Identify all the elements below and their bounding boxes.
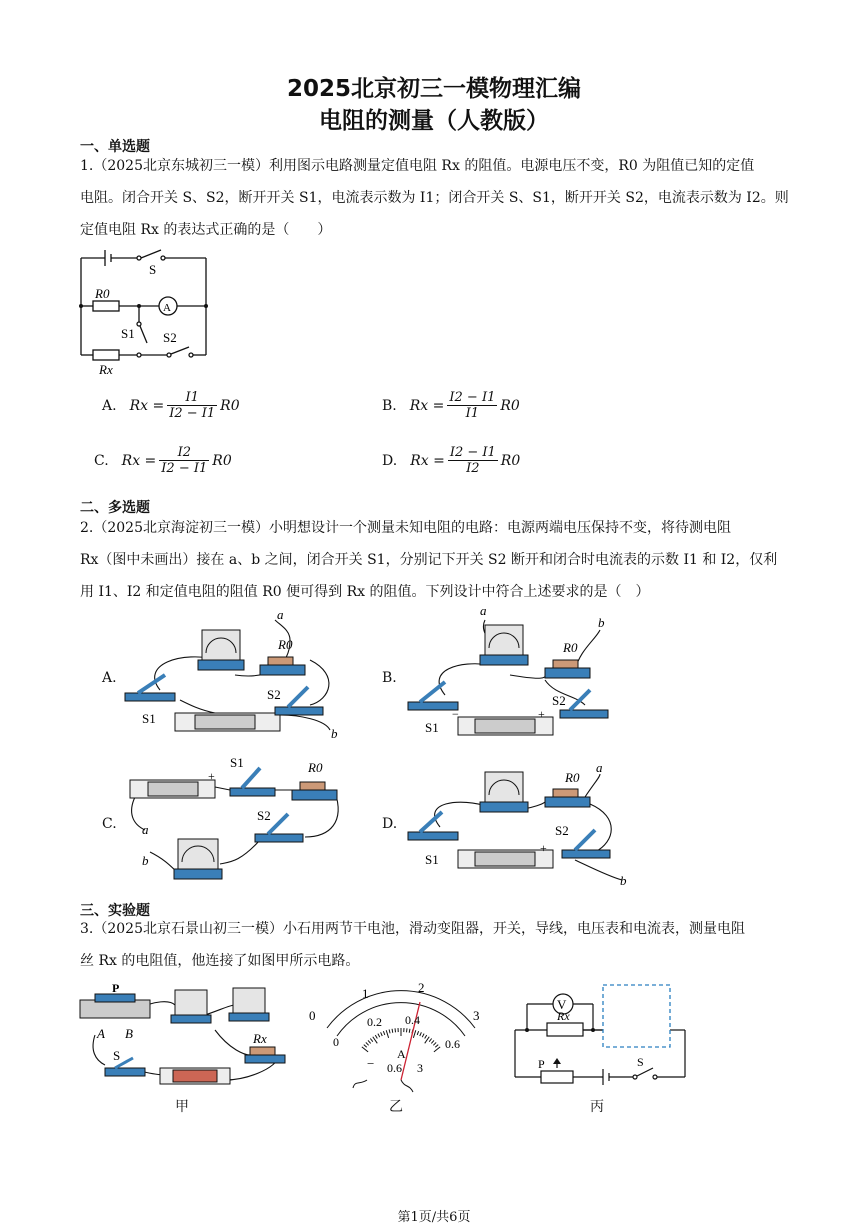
fraction-numerator: I2 − I1 (449, 390, 496, 405)
inner-tick-0: 0 (333, 1035, 339, 1049)
q2b-label-s1: S1 (425, 720, 439, 735)
switch-s1-icon (125, 693, 175, 701)
dial-tick (420, 1032, 422, 1036)
dial-tick (422, 1034, 424, 1038)
q2c-label-b: b (142, 853, 149, 868)
caption-yi: 乙 (389, 1099, 403, 1115)
inner-tick-0-6: 0.6 (445, 1037, 460, 1051)
q2b-label-minus: − (452, 707, 459, 721)
switch-s2-icon (560, 710, 608, 718)
dial-tick (368, 1040, 371, 1043)
fraction-denominator: I2 (466, 461, 480, 476)
dial-tick (417, 1031, 418, 1035)
resistor-rx-icon (245, 1055, 285, 1063)
fraction-denominator: I1 (465, 406, 480, 421)
caption-bing: 丙 (590, 1099, 604, 1115)
switch-s1-icon (408, 832, 458, 840)
option-letter: B. (382, 397, 397, 414)
q2-line-3: 用 I1、I2 和定值电阻的阻值 R0 便可得到 Rx 的阻值。下列设计中符合上述要求的是（ ） (80, 584, 650, 600)
formula-lhs: Rx = (129, 397, 165, 414)
formula-rhs: R0 (220, 397, 240, 414)
fraction (448, 445, 498, 476)
q1-option-a[interactable] (102, 390, 240, 421)
fraction-numerator: I2 (159, 445, 209, 461)
terminal-minus: − (367, 1056, 375, 1071)
dial-tick (381, 1032, 383, 1036)
page-footer: 第1页/共6页 (397, 1210, 471, 1225)
missing-component-box (603, 985, 670, 1047)
resistor-r0-icon (545, 668, 590, 678)
dial-tick (413, 1030, 415, 1038)
q1-option-c[interactable] (94, 445, 232, 476)
q3-label-rx-schematic: Rx (557, 1009, 570, 1023)
switch-s1-icon (230, 788, 275, 796)
q3-figure-bing-schematic (505, 980, 690, 1090)
q2a-label-b: b (331, 726, 338, 741)
fraction-denominator: I2 − I1 (169, 406, 216, 421)
q2-line-2: Rx（图中未画出）接在 a、b 之间，闭合开关 S1，分别记下开关 S2 断开和闭合时电流表的示数 I1 和 I2，仅利 (80, 552, 778, 568)
dial-tick (433, 1042, 436, 1045)
q3-label-s-schematic: S (637, 1055, 644, 1069)
fraction (167, 390, 217, 421)
q1-line-2: 电阻。闭合开关 S、S2，断开开关 S1，电流表示数为 I1；闭合开关 S、S1，断开开关 S2，电流表示数为 I2。则 (80, 190, 789, 206)
q2b-label-b: b (598, 615, 605, 630)
q3-label-b: B (125, 1026, 133, 1041)
dial-tick (375, 1035, 377, 1038)
dial-tick (425, 1035, 427, 1038)
formula-rhs: R0 (212, 452, 232, 469)
dial-tick (431, 1040, 434, 1043)
meter-unit: A (397, 1047, 406, 1061)
ammeter-icon (175, 990, 207, 1015)
switch-s2-icon (275, 707, 323, 715)
dial-tick (370, 1039, 372, 1042)
dial-tick (435, 1045, 438, 1048)
fraction-numerator: I1 (167, 390, 217, 406)
caption-jia: 甲 (175, 1099, 189, 1115)
q2a-label-s2: S2 (267, 687, 281, 702)
q2c-label-s2: S2 (257, 808, 271, 823)
q2a-label-s1: S1 (142, 711, 156, 726)
resistor-r0-icon (260, 665, 305, 675)
q2a-label-a: a (277, 607, 284, 622)
q1-circuit-diagram (75, 240, 215, 380)
option-letter: A. (102, 397, 117, 414)
dial-tick (392, 1029, 393, 1033)
fraction-numerator: I2 − I1 (449, 445, 496, 460)
switch-s1-icon (408, 702, 458, 710)
resistor-r0-icon (292, 790, 337, 800)
q2-option-d[interactable]: D. (382, 816, 398, 832)
dial-tick (429, 1039, 431, 1042)
q3-label-rx: Rx (253, 1031, 267, 1046)
fraction (159, 445, 209, 476)
dial-tick (378, 1034, 380, 1038)
question-1-text (80, 150, 792, 246)
q2b-label-plus: + (538, 707, 545, 721)
q1-option-b[interactable] (382, 390, 520, 421)
q2-figure-a (120, 605, 350, 745)
section-heading-single-choice: 一、单选题 (80, 139, 150, 155)
q2d-label-s2: S2 (555, 823, 569, 838)
q3-label-p-schematic: P (538, 1057, 545, 1071)
option-letter: D. (382, 452, 398, 469)
dial-tick (383, 1031, 384, 1035)
q1-line-3: 定值电阻 Rx 的表达式正确的是（ ） (80, 222, 332, 238)
q2c-label-s1: S1 (230, 755, 244, 770)
q1-label-s2: S2 (163, 330, 177, 345)
q2-figure-b (400, 600, 630, 745)
q2-option-b[interactable]: B. (382, 670, 397, 686)
q2-option-c[interactable]: C. (102, 816, 117, 832)
switch-s2-icon (562, 850, 610, 858)
outer-tick-2: 2 (418, 980, 425, 995)
dial-tick (434, 1047, 440, 1052)
q3-line-1: 3.（2025北京石景山初三一模）小石用两节干电池，滑动变阻器，开关，导线，电压表和电流表，测量电阻 (80, 921, 745, 937)
q1-label-s1: S1 (121, 326, 135, 341)
q1-label-s: S (149, 262, 157, 277)
fraction-denominator: I2 − I1 (161, 461, 208, 476)
q3-label-p: P (112, 981, 120, 995)
outer-tick-3: 3 (473, 1008, 480, 1023)
q1-line-1: 1.（2025北京东城初三一模）利用图示电路测量定值电阻 Rx 的阻值。电源电压不变，R0 为阻值已知的定值 (80, 158, 755, 174)
q2d-label-a: a (596, 760, 603, 775)
inner-tick-0-2: 0.2 (367, 1015, 382, 1029)
q2d-label-r0: R0 (565, 770, 580, 785)
fraction (447, 390, 497, 421)
q2-line-1: 2.（2025北京海淀初三一模）小明想设计一个测量未知电阻的电路：电源两端电压保持不变，将待测电阻 (80, 520, 731, 536)
q2b-label-r0: R0 (563, 640, 578, 655)
q2c-label-r0: R0 (308, 760, 323, 775)
question-2-text (80, 512, 792, 608)
q2c-label-a: a (142, 822, 149, 837)
q2c-label-plus: + (208, 769, 215, 783)
formula-lhs: Rx = (121, 452, 157, 469)
formula-lhs: Rx = (410, 452, 445, 469)
dial-tick (409, 1029, 410, 1033)
q1-label-r0: R0 (95, 286, 110, 301)
switch-s2-icon (255, 834, 303, 842)
question-3-text (80, 913, 792, 977)
terminal-0-6: 0.6 (387, 1061, 402, 1075)
q2d-label-plus: + (540, 841, 547, 855)
rheostat-icon (80, 1000, 150, 1018)
option-letter: C. (94, 452, 109, 469)
dial-tick (386, 1030, 388, 1038)
outer-tick-0: 0 (309, 1008, 316, 1023)
formula-lhs: Rx = (409, 397, 445, 414)
voltmeter-icon (233, 988, 265, 1013)
section-heading-multiple-choice: 二、多选题 (80, 500, 150, 516)
q1-option-d[interactable] (382, 445, 520, 476)
q3-figure-yi-ammeter-dial (305, 980, 490, 1095)
q2-figure-c (120, 752, 350, 892)
formula-rhs: R0 (500, 452, 521, 469)
page-title: 2025北京初三一模物理汇编 (286, 76, 581, 102)
resistor-r0-icon (545, 797, 590, 807)
dial-tick (362, 1047, 368, 1052)
dial-tick (364, 1045, 367, 1048)
formula-rhs: R0 (500, 397, 520, 414)
q3-line-2: 丝 Rx 的电阻值，他连接了如图甲所示电路。 (80, 953, 360, 969)
q3-label-a: A (97, 1026, 105, 1041)
q2d-label-b: b (620, 873, 627, 888)
section-heading-experiment: 三、实验题 (80, 903, 150, 919)
q1-label-rx: Rx (99, 362, 113, 377)
q3-label-v: V (557, 997, 567, 1012)
q1-label-ammeter: A (163, 302, 171, 314)
q2-figure-d (400, 752, 630, 892)
page-subtitle: 电阻的测量（人教版） (319, 108, 549, 134)
q2a-label-r0: R0 (278, 637, 293, 652)
switch-icon (105, 1068, 145, 1076)
q2b-label-a: a (480, 603, 487, 618)
q2-option-a[interactable]: A. (102, 670, 117, 686)
inner-tick-0-4: 0.4 (405, 1013, 420, 1027)
q2d-label-s1: S1 (425, 852, 439, 867)
dial-tick (366, 1042, 369, 1045)
q3-label-s: S (113, 1048, 121, 1063)
outer-tick-1: 1 (362, 986, 369, 1001)
q2b-label-s2: S2 (552, 693, 566, 708)
dial-tick (389, 1029, 390, 1033)
q3-figure-jia (75, 980, 290, 1095)
terminal-3: 3 (417, 1061, 423, 1075)
